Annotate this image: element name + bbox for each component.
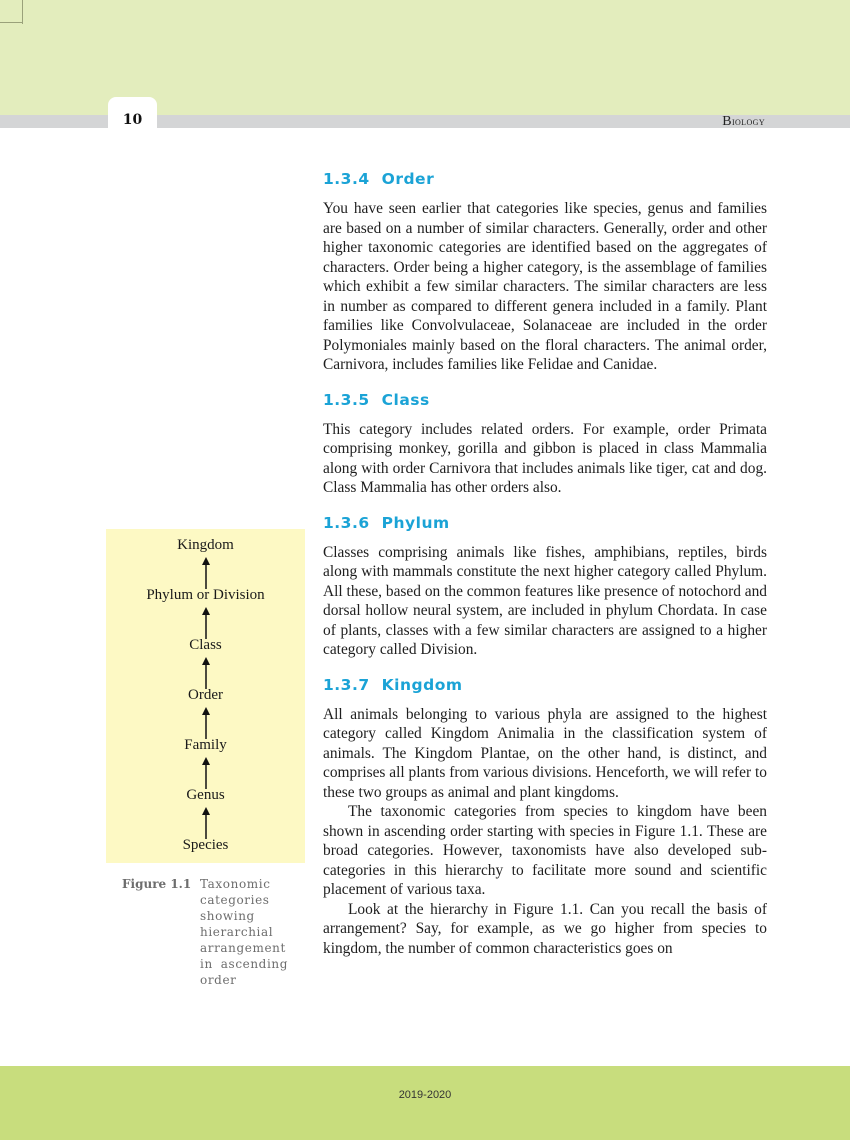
paragraph: The taxonomic categories from species to kingdom have been shown in ascending order starting with species in Figure 1.1. These are broad categories. However, taxonomists have also developed sub-categories in this hierarchy to facilitate more sound and scientific placement of various taxa. bbox=[323, 803, 767, 898]
crop-mark bbox=[22, 0, 23, 24]
paragraph: Look at the hierarchy in Figure 1.1. Can you recall the basis of arrangement? Say, for example, as we go higher from species to kingdom, the number of common characteristics goes on bbox=[323, 900, 767, 957]
section-number: 1.3.5 bbox=[323, 390, 370, 409]
section-title: Kingdom bbox=[381, 675, 463, 694]
level-family: Family bbox=[184, 737, 227, 753]
section-title: Class bbox=[381, 390, 430, 409]
section-kingdom bbox=[323, 674, 767, 959]
section-number: 1.3.4 bbox=[323, 170, 370, 188]
up-arrow-icon bbox=[201, 807, 211, 839]
caption-text: Taxonomic categories showing hierarchial arrangement in ascending order bbox=[200, 877, 288, 987]
crop-mark bbox=[0, 22, 22, 23]
caption-label: Figure 1.1 bbox=[122, 877, 192, 891]
paragraph: Classes comprising animals like fishes, amphibians, reptiles, birds along with mammals constitute the next higher category called Phylum. All these, based on the common features like presence of notochord and dorsal hollow neural system, are included in phylum Chordata. In case of plants, classes with a few similar characters are assigned to a higher category called Division. bbox=[323, 543, 767, 658]
footer-year: 2019-2020 bbox=[398, 1089, 452, 1101]
level-species: Species bbox=[182, 837, 229, 853]
section-number: 1.3.6 bbox=[323, 513, 370, 532]
paragraph: All animals belonging to various phyla are assigned to the highest category called Kingdom Animalia in the classification system of animals. The Kingdom Plantae, on the other hand, is distinct, and comprises all plants from various divisions. Henceforth, we will refer to these two groups as animal and plant kingdoms. bbox=[323, 705, 767, 801]
section-order bbox=[323, 168, 767, 375]
main-content bbox=[323, 168, 767, 958]
up-arrow-icon bbox=[201, 757, 211, 789]
section-title: Phylum bbox=[381, 513, 450, 532]
section-heading bbox=[323, 168, 767, 190]
level-phylum: Phylum or Division bbox=[146, 587, 265, 603]
page-number: 10 bbox=[108, 97, 157, 135]
section-heading bbox=[323, 512, 767, 534]
up-arrow-icon bbox=[201, 607, 211, 639]
bottom-band bbox=[0, 1066, 850, 1140]
level-kingdom: Kingdom bbox=[177, 537, 234, 553]
taxonomy-hierarchy-figure bbox=[106, 529, 305, 863]
section-class bbox=[323, 389, 767, 498]
level-order: Order bbox=[188, 687, 223, 703]
level-genus: Genus bbox=[186, 787, 225, 803]
running-title: Biology bbox=[722, 114, 765, 129]
section-heading bbox=[323, 389, 767, 411]
level-class: Class bbox=[189, 637, 222, 653]
up-arrow-icon bbox=[201, 657, 211, 689]
section-title: Order bbox=[381, 170, 435, 188]
section-heading bbox=[323, 674, 767, 696]
up-arrow-icon bbox=[201, 557, 211, 589]
paragraph: You have seen earlier that categories like species, genus and families are based on a number of similar characters. Generally, order and other higher taxonomic categories are identified based on the aggregates of characters. Order being a higher category, is the assemblage of families which exhibit a few similar characters. The similar characters are less in number as compared to different genera included in a family. Plant families like Convolvulaceae, Solanaceae are included in the order Polymoniales mainly based on the floral characters. The animal order, Carnivora, includes families like Felidae and Canidae. bbox=[323, 200, 767, 373]
section-number: 1.3.7 bbox=[323, 675, 370, 694]
section-phylum bbox=[323, 512, 767, 660]
paragraph: This category includes related orders. For example, order Primata comprising monkey, gorilla and gibbon is placed in class Mammalia along with order Carnivora that includes animals like tiger, cat and dog. Class Mammalia has other orders also. bbox=[323, 420, 767, 496]
up-arrow-icon bbox=[201, 707, 211, 739]
